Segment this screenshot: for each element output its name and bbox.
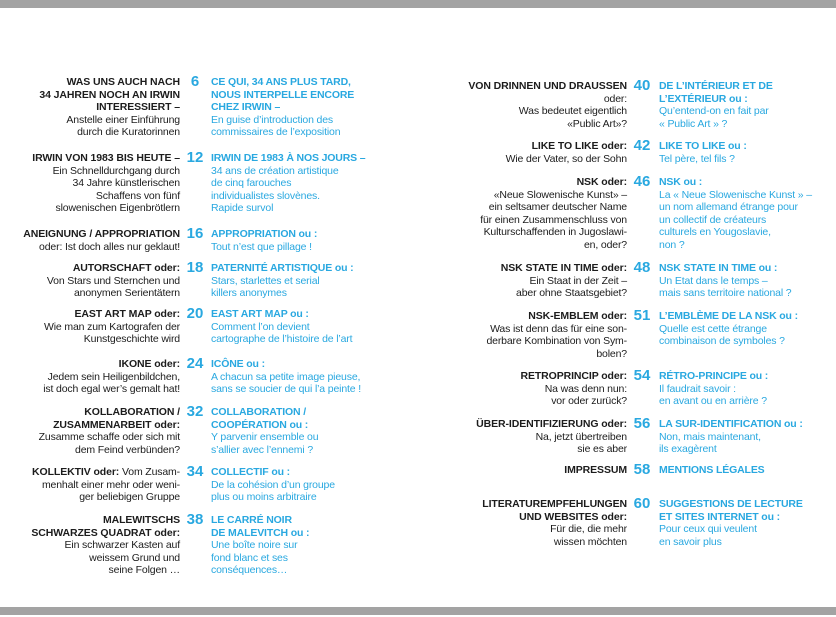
page-number: 58: [633, 461, 651, 478]
entry-french: [211, 308, 411, 346]
german-subtitle: Anstelle einer Einführung: [66, 113, 180, 126]
german-subtitle: sie es aber: [577, 443, 627, 455]
french-heading: LIKE TO LIKE ou :: [659, 140, 747, 152]
german-subtitle: Von Stars und Sternchen und: [46, 274, 180, 287]
french-subtitle: combinaison de symboles ?: [659, 335, 785, 347]
german-subtitle: bolen?: [596, 347, 627, 360]
french-heading: L’EXTÉRIEUR ou :: [659, 92, 748, 105]
french-subtitle: culturels en Yougoslavie,: [659, 226, 771, 238]
french-subtitle: A chacun sa petite image pieuse,: [211, 370, 361, 383]
entry-german: [446, 370, 627, 408]
french-heading: APPROPRIATION ou :: [211, 228, 318, 240]
french-heading: EAST ART MAP ou :: [211, 308, 309, 320]
french-subtitle: Tel père, tel fils ?: [659, 152, 735, 165]
entry-german: [10, 406, 180, 456]
french-subtitle: Non, mais maintenant,: [659, 430, 761, 443]
german-heading: UND WEBSITES oder:: [519, 510, 627, 523]
entry-german: [10, 466, 180, 504]
german-subtitle: Jedem sein Heiligenbildchen,: [47, 370, 180, 383]
german-heading: SCHWARZES QUADRAT oder:: [31, 526, 180, 539]
french-heading: LA SUR-IDENTIFICATION ou :: [659, 418, 803, 430]
entry-german: [10, 514, 180, 577]
entry-french: [211, 466, 411, 504]
german-subtitle: vor oder zurück?: [551, 395, 627, 407]
french-subtitle: individualistes slovènes.: [211, 189, 320, 202]
german-heading: ANEIGNUNG / APPROPRIATION: [23, 228, 180, 240]
german-heading: AUTORSCHAFT oder:: [72, 262, 180, 274]
german-subtitle: Kunstgeschichte wird: [83, 333, 180, 345]
french-subtitle: plus ou moins arbitraire: [211, 491, 317, 503]
german-heading: RETROPRINCIP oder:: [520, 370, 627, 382]
french-subtitle: s’allier avec l’ennemi ?: [211, 443, 314, 456]
german-subtitle: Na was denn nun:: [544, 382, 627, 395]
french-subtitle: Qu’entend-on en fait par: [659, 105, 769, 117]
german-heading: IMPRESSUM: [564, 464, 627, 476]
page-number: 24: [186, 355, 204, 372]
german-heading: NSK-EMBLEM oder:: [528, 310, 627, 322]
entry-german: [10, 262, 180, 300]
entry-german: [446, 80, 627, 130]
german-heading: IKONE oder:: [118, 358, 180, 370]
german-heading: EAST ART MAP oder:: [74, 308, 180, 320]
french-subtitle: La « Neue Slowenische Kunst » –: [659, 188, 812, 201]
german-subtitle: Für die, die mehr: [550, 523, 627, 535]
german-subtitle: Kulturschaffenden in Jugoslawi-: [483, 226, 627, 238]
french-subtitle: Il faudrait savoir :: [659, 382, 736, 395]
page-number: 16: [186, 225, 204, 242]
page-number: 51: [633, 307, 651, 324]
entry-german: [446, 262, 627, 300]
page-number: 60: [633, 495, 651, 512]
german-heading: NSK STATE IN TIME oder:: [500, 262, 627, 274]
french-subtitle: De la cohésion d’un groupe: [211, 478, 335, 491]
german-subtitle: «Public Art»?: [567, 117, 627, 130]
german-subtitle: Wie man zum Kartografen der: [43, 320, 180, 333]
entry-german: [446, 176, 627, 251]
french-heading: NSK STATE IN TIME ou :: [659, 262, 778, 274]
german-subtitle: durch die Kuratorinnen: [77, 126, 180, 138]
german-subtitle: für einen Zusammenschluss von: [480, 213, 627, 226]
german-heading: ZUSAMMENARBEIT oder:: [53, 418, 180, 431]
french-subtitle: Quelle est cette étrange: [659, 322, 767, 335]
entry-french: [659, 464, 829, 477]
french-heading: LE CARRÉ NOIR: [211, 514, 292, 526]
french-subtitle: « Public Art » ?: [659, 117, 728, 130]
french-heading: DE MALEVITCH ou :: [211, 526, 310, 539]
german-subtitle: ger beliebigen Gruppe: [79, 491, 180, 503]
french-subtitle: Stars, starlettes et serial: [211, 274, 320, 287]
page-number: 46: [633, 173, 651, 190]
entry-german: [10, 358, 180, 396]
german-subtitle: wissen möchten: [553, 535, 627, 548]
page-number: 48: [633, 259, 651, 276]
page-number: 6: [190, 73, 200, 90]
german-subtitle: ist doch egal wer’s gemalt hat!: [43, 383, 180, 395]
german-heading: 34 JAHREN NOCH AN IRWIN: [39, 88, 180, 101]
entry-french: [211, 228, 411, 253]
french-heading: SUGGESTIONS DE LECTURE: [659, 498, 803, 510]
french-subtitle: Y parvenir ensemble ou: [211, 431, 319, 443]
german-heading: LITERATUREMPFEHLUNGEN: [482, 498, 627, 510]
german-heading: IRWIN VON 1983 BIS HEUTE –: [32, 152, 180, 164]
page-number: 56: [633, 415, 651, 432]
french-heading: ET SITES INTERNET ou :: [659, 510, 780, 523]
entry-french: [659, 140, 829, 165]
german-subtitle: 34 Jahre künstlerischen: [72, 177, 180, 189]
french-heading: NOUS INTERPELLE ENCORE: [211, 88, 355, 101]
entry-german: [10, 308, 180, 346]
entry-german: [446, 140, 627, 165]
page-number: 38: [186, 511, 204, 528]
german-subtitle: oder: Ist doch alles nur geklaut!: [39, 240, 180, 253]
entry-french: [659, 80, 829, 130]
entry-french: [659, 310, 829, 348]
french-heading: RÉTRO-PRINCIPE ou :: [659, 370, 769, 382]
entry-french: [211, 262, 411, 300]
french-heading: CHEZ IRWIN –: [211, 101, 281, 113]
entry-german: [446, 498, 627, 548]
german-heading: KOLLABORATION /: [84, 406, 180, 418]
french-subtitle: Une boîte noire sur: [211, 539, 298, 551]
page-number: 18: [186, 259, 204, 276]
entry-german: [446, 464, 627, 477]
german-subtitle: aber ohne Staatsgebiet?: [516, 287, 627, 299]
french-subtitle: en savoir plus: [659, 535, 722, 548]
entry-french: [211, 152, 411, 215]
french-subtitle: non ?: [659, 238, 685, 251]
french-subtitle: Un Etat dans le temps –: [659, 274, 768, 287]
entry-french: [659, 370, 829, 408]
french-subtitle: mais sans territoire national ?: [659, 287, 792, 299]
german-subtitle: slowenischen Eigenbrötlern: [55, 202, 180, 214]
french-subtitle: un nom allemand étrange pour: [659, 201, 798, 213]
page-number: 42: [633, 137, 651, 154]
german-heading: NSK oder:: [576, 176, 627, 188]
page-number: 54: [633, 367, 651, 384]
german-subtitle: Ein Schnelldurchgang durch: [52, 164, 180, 177]
bottom-rule: [0, 607, 836, 615]
french-subtitle: ils exagèrent: [659, 443, 717, 455]
french-subtitle: killers anonymes: [211, 287, 287, 299]
page-number: 20: [186, 305, 204, 322]
entry-french: [659, 262, 829, 300]
german-heading: KOLLEKTIV oder:: [32, 466, 120, 478]
french-heading: COLLECTIF ou :: [211, 466, 290, 478]
french-subtitle: commissaires de l’exposition: [211, 126, 341, 138]
german-subtitle: Na, jetzt übertreiben: [535, 430, 627, 443]
page-number: 40: [633, 77, 651, 94]
french-subtitle: Rapide survol: [211, 202, 274, 214]
german-subtitle: oder:: [603, 92, 627, 105]
german-subtitle: «Neue Slowenische Kunst» –: [493, 188, 627, 201]
french-heading: NSK ou :: [659, 176, 703, 188]
french-heading: DE L’INTÉRIEUR ET DE: [659, 80, 773, 92]
german-heading: ÜBER-IDENTIFIZIERUNG oder:: [476, 418, 627, 430]
german-heading: LIKE TO LIKE oder:: [531, 140, 627, 152]
french-heading: PATERNITÉ ARTISTIQUE ou :: [211, 262, 354, 274]
entry-german: [446, 310, 627, 360]
german-subtitle: en, oder?: [583, 238, 627, 251]
german-heading: MALEWITSCHS: [102, 514, 180, 526]
entry-german: [10, 76, 180, 139]
french-subtitle: Pour ceux qui veulent: [659, 523, 757, 535]
french-subtitle: sans se soucier de qui l’a peinte !: [211, 383, 362, 395]
entry-german: [10, 152, 180, 215]
entry-french: [659, 498, 829, 548]
german-subtitle: weissem Grund und: [89, 551, 180, 564]
german-subtitle: Was bedeutet eigentlich: [518, 105, 627, 117]
french-heading: ICÔNE ou :: [211, 358, 265, 370]
french-heading: MENTIONS LÉGALES: [659, 464, 765, 476]
french-subtitle: Comment l’on devient: [211, 320, 310, 333]
page-number: 34: [186, 463, 204, 480]
german-subtitle: Wie der Vater, so der Sohn: [505, 152, 627, 165]
french-subtitle: de cinq farouches: [211, 177, 292, 189]
entry-german: [10, 228, 180, 253]
french-heading: COOPÉRATION ou :: [211, 418, 309, 431]
german-heading: INTERESSIERT –: [96, 101, 180, 113]
german-subtitle: ein seltsamer deutscher Name: [488, 201, 627, 213]
german-subtitle: Ein Staat in der Zeit –: [529, 274, 627, 287]
top-rule: [0, 0, 836, 8]
german-heading: WAS UNS AUCH NACH: [66, 76, 180, 88]
german-subtitle: Zusamme schaffe oder sich mit: [38, 431, 180, 443]
french-subtitle: en avant ou en arrière ?: [659, 395, 767, 407]
german-subtitle: menhalt einer mehr oder weni-: [41, 478, 180, 491]
german-subtitle: Schaffens von fünf: [95, 189, 180, 202]
french-subtitle: conséquences…: [211, 564, 288, 576]
french-subtitle: En guise d’introduction des: [211, 113, 334, 126]
german-subtitle: dem Feind verbünden?: [75, 443, 180, 456]
entry-french: [659, 176, 829, 251]
entry-french: [211, 76, 411, 139]
german-subtitle: seine Folgen …: [108, 564, 180, 576]
entry-french: [659, 418, 829, 456]
french-subtitle: fond blanc et ses: [211, 551, 288, 564]
french-subtitle: cartographe de l’histoire de l’art: [211, 333, 353, 345]
entry-french: [211, 358, 411, 396]
german-subtitle: derbare Kombination von Sym-: [486, 335, 627, 347]
german-subtitle: Ein schwarzer Kasten auf: [64, 539, 180, 551]
page-number: 12: [186, 149, 204, 166]
french-subtitle: 34 ans de création artistique: [211, 164, 339, 177]
french-subtitle: Tout n’est que pillage !: [211, 240, 312, 253]
entry-german: [446, 418, 627, 456]
german-subtitle: Was ist denn das für eine son-: [490, 322, 627, 335]
french-subtitle: un collectif de créateurs: [659, 213, 767, 226]
french-heading: L’EMBLÈME DE LA NSK ou :: [659, 310, 798, 322]
german-subtitle: Vom Zusam-: [121, 466, 180, 478]
german-heading: VON DRINNEN UND DRAUSSEN: [468, 80, 627, 92]
german-subtitle: anonymen Serientätern: [73, 287, 180, 299]
entry-french: [211, 406, 411, 456]
page-number: 32: [186, 403, 204, 420]
french-heading: CE QUI, 34 ANS PLUS TARD,: [211, 76, 351, 88]
french-heading: IRWIN DE 1983 À NOS JOURS –: [211, 152, 366, 164]
entry-french: [211, 514, 411, 577]
french-heading: COLLABORATION /: [211, 406, 306, 418]
